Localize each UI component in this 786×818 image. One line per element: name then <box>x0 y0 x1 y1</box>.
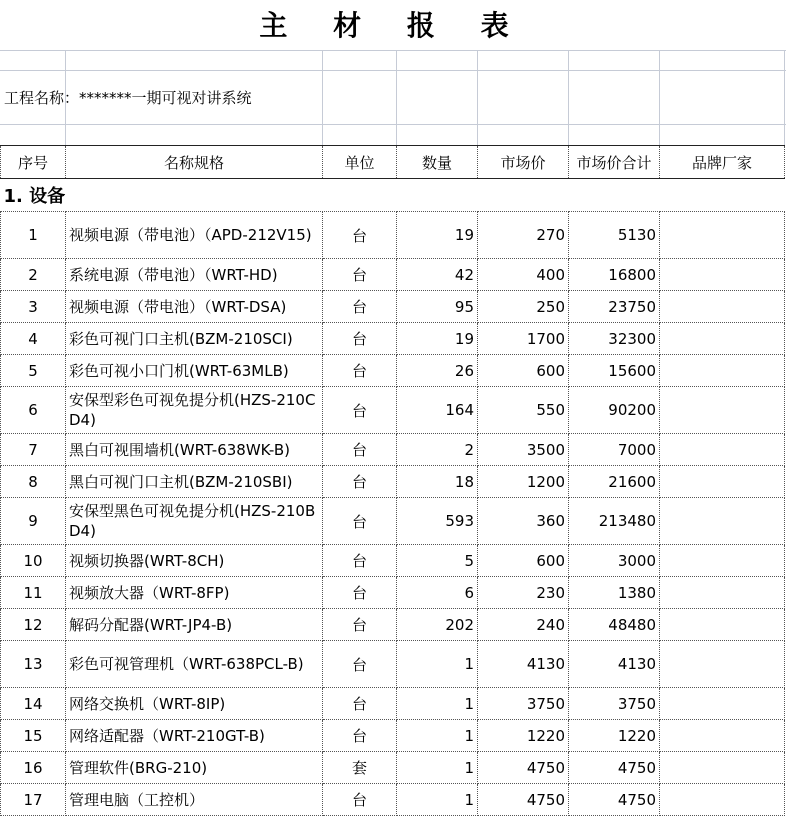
gridline <box>659 50 660 145</box>
market-total-cell[interactable]: 5130 <box>569 212 660 259</box>
market-price-cell[interactable]: 230 <box>478 577 569 609</box>
market-total-cell[interactable]: 15600 <box>569 355 660 387</box>
header-total[interactable]: 市场价合计 <box>569 146 660 179</box>
row-number-cell[interactable]: 1 <box>1 212 66 259</box>
item-name-cell[interactable]: 彩色可视小口门机(WRT-63MLB) <box>66 355 323 387</box>
market-total-cell[interactable]: 1380 <box>569 577 660 609</box>
item-name-cell[interactable]: 系统电源（带电池）（WRT-HD) <box>66 259 323 291</box>
table-row <box>1 609 785 641</box>
item-name-cell[interactable]: 管理电脑（工控机） <box>66 784 323 816</box>
unit-cell[interactable]: 台 <box>323 434 397 466</box>
brand-cell[interactable] <box>660 688 785 720</box>
item-name-cell[interactable]: 安保型彩色可视免提分机(HZS-210CD4) <box>66 387 323 434</box>
unit-cell[interactable]: 台 <box>323 291 397 323</box>
quantity-cell[interactable]: 1 <box>397 784 478 816</box>
brand-cell[interactable] <box>660 641 785 688</box>
market-total-cell[interactable]: 3000 <box>569 545 660 577</box>
market-price-cell[interactable]: 360 <box>478 498 569 545</box>
quantity-cell[interactable]: 18 <box>397 466 478 498</box>
table-row <box>1 259 785 291</box>
table-row <box>1 291 785 323</box>
table-row <box>1 577 785 609</box>
brand-cell[interactable] <box>660 784 785 816</box>
section-title[interactable]: 1. 设备 <box>1 179 785 212</box>
item-name-cell[interactable]: 彩色可视门口主机(BZM-210SCI) <box>66 323 323 355</box>
unit-cell[interactable]: 台 <box>323 609 397 641</box>
market-price-cell[interactable]: 1700 <box>478 323 569 355</box>
market-total-cell[interactable]: 16800 <box>569 259 660 291</box>
market-total-cell[interactable]: 4750 <box>569 752 660 784</box>
brand-cell[interactable] <box>660 259 785 291</box>
market-price-cell[interactable]: 3750 <box>478 688 569 720</box>
market-total-cell[interactable]: 7000 <box>569 434 660 466</box>
table-row <box>1 641 785 688</box>
market-total-cell[interactable]: 3750 <box>569 688 660 720</box>
header-no[interactable]: 序号 <box>1 146 66 179</box>
market-price-cell[interactable]: 600 <box>478 545 569 577</box>
market-total-cell[interactable]: 90200 <box>569 387 660 434</box>
item-name-cell[interactable]: 视频电源（带电池）（WRT-DSA) <box>66 291 323 323</box>
brand-cell[interactable] <box>660 323 785 355</box>
quantity-cell[interactable]: 1 <box>397 688 478 720</box>
unit-cell[interactable]: 台 <box>323 784 397 816</box>
market-price-cell[interactable]: 4750 <box>478 784 569 816</box>
brand-cell[interactable] <box>660 545 785 577</box>
quantity-cell[interactable]: 6 <box>397 577 478 609</box>
quantity-cell[interactable]: 2 <box>397 434 478 466</box>
row-number-cell[interactable]: 3 <box>1 291 66 323</box>
market-price-cell[interactable]: 4130 <box>478 641 569 688</box>
row-number-cell[interactable]: 16 <box>1 752 66 784</box>
report-title: 主 材 报 表 <box>259 9 527 42</box>
gridline <box>0 70 786 71</box>
item-name-cell[interactable]: 彩色可视管理机（WRT-638PCL-B) <box>66 641 323 688</box>
quantity-cell[interactable]: 26 <box>397 355 478 387</box>
market-price-cell[interactable]: 1220 <box>478 720 569 752</box>
item-name-cell[interactable]: 网络适配器（WRT-210GT-B) <box>66 720 323 752</box>
table-row <box>1 212 785 259</box>
gridline <box>396 50 397 145</box>
unit-cell[interactable]: 台 <box>323 720 397 752</box>
brand-cell[interactable] <box>660 609 785 641</box>
item-name-cell[interactable]: 黑白可视门口主机(BZM-210SBI) <box>66 466 323 498</box>
quantity-cell[interactable]: 1 <box>397 752 478 784</box>
unit-cell[interactable]: 台 <box>323 545 397 577</box>
quantity-cell[interactable]: 1 <box>397 641 478 688</box>
brand-cell[interactable] <box>660 752 785 784</box>
gridline <box>477 50 478 145</box>
quantity-cell[interactable]: 202 <box>397 609 478 641</box>
market-price-cell[interactable]: 250 <box>478 291 569 323</box>
gridline <box>0 50 786 51</box>
row-number-cell[interactable]: 2 <box>1 259 66 291</box>
quantity-cell[interactable]: 19 <box>397 323 478 355</box>
row-number-cell[interactable]: 6 <box>1 387 66 434</box>
market-price-cell[interactable]: 1200 <box>478 466 569 498</box>
table-row <box>1 434 785 466</box>
header-unit[interactable]: 单位 <box>323 146 397 179</box>
brand-cell[interactable] <box>660 387 785 434</box>
table-row <box>1 355 785 387</box>
market-total-cell[interactable]: 4750 <box>569 784 660 816</box>
market-total-cell[interactable]: 21600 <box>569 466 660 498</box>
market-total-cell[interactable]: 1220 <box>569 720 660 752</box>
quantity-cell[interactable]: 95 <box>397 291 478 323</box>
project-name: 工程名称：*******一期可视对讲系统 <box>4 89 252 107</box>
unit-cell[interactable]: 台 <box>323 212 397 259</box>
gridline <box>784 50 785 145</box>
unit-cell[interactable]: 台 <box>323 323 397 355</box>
table-row <box>1 387 785 434</box>
table-row <box>1 545 785 577</box>
market-total-cell[interactable]: 48480 <box>569 609 660 641</box>
row-number-cell[interactable]: 10 <box>1 545 66 577</box>
market-price-cell[interactable]: 3500 <box>478 434 569 466</box>
unit-cell[interactable]: 台 <box>323 498 397 545</box>
quantity-cell[interactable]: 164 <box>397 387 478 434</box>
quantity-cell[interactable]: 5 <box>397 545 478 577</box>
row-number-cell[interactable]: 14 <box>1 688 66 720</box>
market-price-cell[interactable]: 270 <box>478 212 569 259</box>
quantity-cell[interactable]: 42 <box>397 259 478 291</box>
table-row <box>1 720 785 752</box>
market-price-cell[interactable]: 550 <box>478 387 569 434</box>
quantity-cell[interactable]: 1 <box>397 720 478 752</box>
row-number-cell[interactable]: 17 <box>1 784 66 816</box>
row-number-cell[interactable]: 8 <box>1 466 66 498</box>
market-total-cell[interactable]: 213480 <box>569 498 660 545</box>
market-price-cell[interactable]: 240 <box>478 609 569 641</box>
table-header-row <box>1 146 785 179</box>
row-number-cell[interactable]: 13 <box>1 641 66 688</box>
item-name-cell[interactable]: 黑白可视围墙机(WRT-638WK-B) <box>66 434 323 466</box>
section-row <box>1 179 785 212</box>
row-number-cell[interactable]: 7 <box>1 434 66 466</box>
gridline <box>0 124 786 125</box>
unit-cell[interactable]: 台 <box>323 577 397 609</box>
brand-cell[interactable] <box>660 498 785 545</box>
brand-cell[interactable] <box>660 291 785 323</box>
header-name[interactable]: 名称规格 <box>66 146 323 179</box>
gridline <box>568 50 569 145</box>
item-name-cell[interactable]: 视频电源（带电池）（APD-212V15) <box>66 212 323 259</box>
market-price-cell[interactable]: 400 <box>478 259 569 291</box>
market-total-cell[interactable]: 4130 <box>569 641 660 688</box>
table-row <box>1 323 785 355</box>
market-price-cell[interactable]: 600 <box>478 355 569 387</box>
row-number-cell[interactable]: 11 <box>1 577 66 609</box>
table-row <box>1 752 785 784</box>
header-qty[interactable]: 数量 <box>397 146 478 179</box>
brand-cell[interactable] <box>660 720 785 752</box>
gridline <box>322 50 323 145</box>
item-name-cell[interactable]: 解码分配器(WRT-JP4-B) <box>66 609 323 641</box>
unit-cell[interactable]: 台 <box>323 641 397 688</box>
row-number-cell[interactable]: 4 <box>1 323 66 355</box>
market-total-cell[interactable]: 32300 <box>569 323 660 355</box>
market-price-cell[interactable]: 4750 <box>478 752 569 784</box>
table-row <box>1 688 785 720</box>
table-row <box>1 466 785 498</box>
unit-cell[interactable]: 台 <box>323 259 397 291</box>
unit-cell[interactable]: 台 <box>323 466 397 498</box>
unit-cell[interactable]: 台 <box>323 355 397 387</box>
row-number-cell[interactable]: 5 <box>1 355 66 387</box>
row-number-cell[interactable]: 12 <box>1 609 66 641</box>
materials-table <box>0 145 785 816</box>
brand-cell[interactable] <box>660 212 785 259</box>
table-row <box>1 784 785 816</box>
unit-cell[interactable]: 套 <box>323 752 397 784</box>
brand-cell[interactable] <box>660 466 785 498</box>
unit-cell[interactable]: 台 <box>323 387 397 434</box>
brand-cell[interactable] <box>660 434 785 466</box>
brand-cell[interactable] <box>660 355 785 387</box>
unit-cell[interactable]: 台 <box>323 688 397 720</box>
header-price[interactable]: 市场价 <box>478 146 569 179</box>
item-name-cell[interactable]: 安保型黑色可视免提分机(HZS-210BD4) <box>66 498 323 545</box>
item-name-cell[interactable]: 视频切换器(WRT-8CH) <box>66 545 323 577</box>
quantity-cell[interactable]: 593 <box>397 498 478 545</box>
item-name-cell[interactable]: 网络交换机（WRT-8IP) <box>66 688 323 720</box>
row-number-cell[interactable]: 9 <box>1 498 66 545</box>
market-total-cell[interactable]: 23750 <box>569 291 660 323</box>
item-name-cell[interactable]: 管理软件(BRG-210) <box>66 752 323 784</box>
row-number-cell[interactable]: 15 <box>1 720 66 752</box>
quantity-cell[interactable]: 19 <box>397 212 478 259</box>
header-brand[interactable]: 品牌厂家 <box>660 146 785 179</box>
item-name-cell[interactable]: 视频放大器（WRT-8FP) <box>66 577 323 609</box>
table-row <box>1 498 785 545</box>
brand-cell[interactable] <box>660 577 785 609</box>
